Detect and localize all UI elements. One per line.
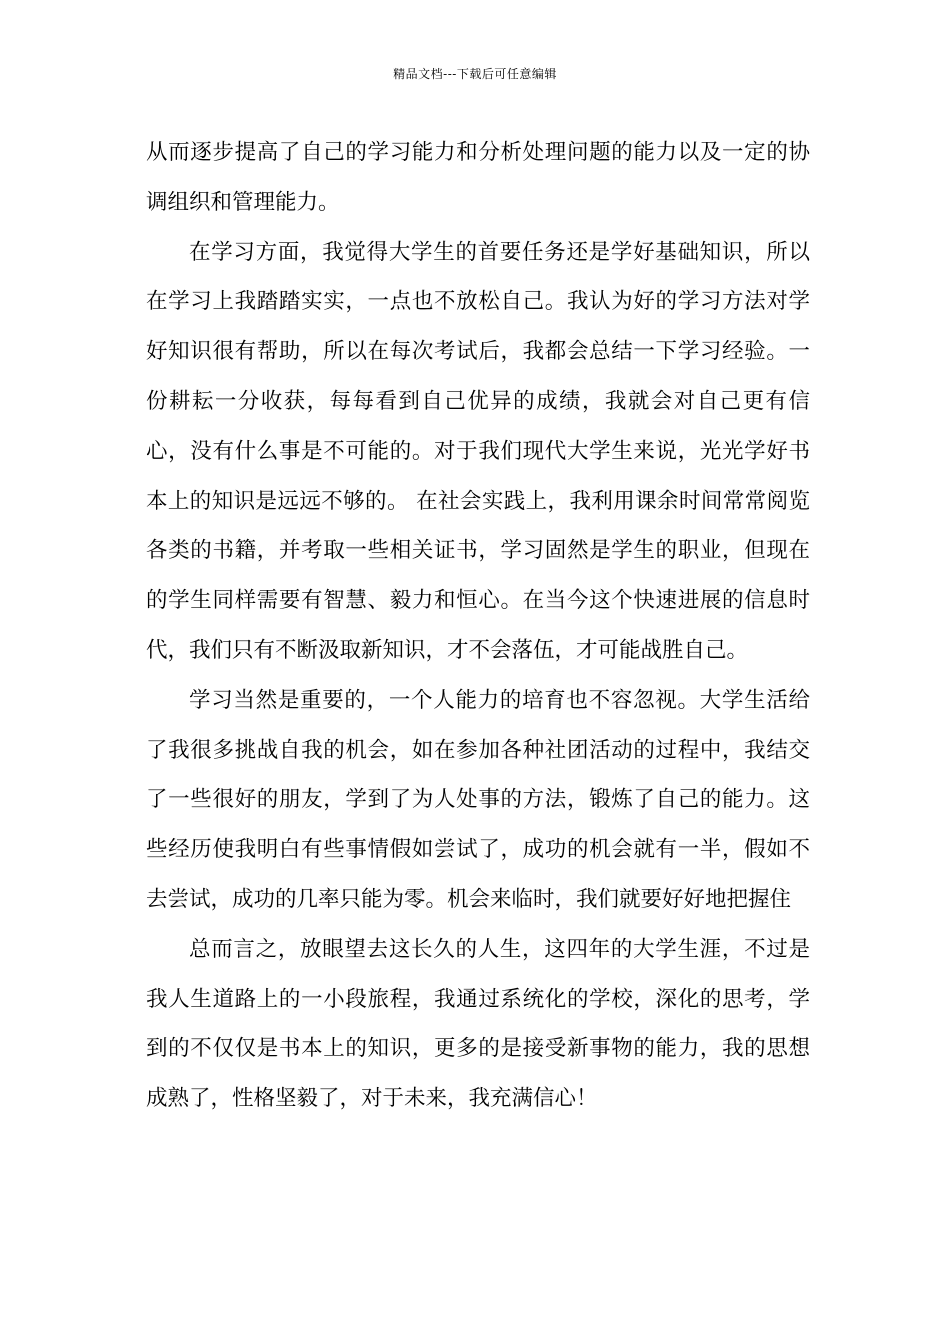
- paragraph-continuation: 从而逐步提高了自己的学习能力和分析处理问题的能力以及一定的协调组织和管理能力。: [146, 140, 810, 215]
- page-header: 精品文档---下载后可任意编辑: [393, 67, 557, 81]
- paragraph-study: 在学习方面，我觉得大学生的首要任务还是学好基础知识，所以在学习上我踏踏实实，一点也不放松自己。我认为好的学习方法对学好知识很有帮助，所以在每次考试后，我都会总结一下学习经验。一份耕耘一分收获，每每看到自己优异的成绩，我就会对自己更有信心，没有什么事是不可能的。对于我们现代大学生来说，光光学好书本上的知识是远远不够的。 在社会实践上，我利用课余时间常常阅览各类的书籍，并考取一些相关证书，学习固然是学生的职业，但现在的学生同样需要有智慧、毅力和恒心。在当今这个快速进展的信息时代，我们只有不断汲取新知识，才不会落伍，才可能战胜自己。: [146, 239, 810, 663]
- paragraph-conclusion: 总而言之，放眼望去这长久的人生，这四年的大学生涯，不过是我人生道路上的一小段旅程，我通过系统化的学校，深化的思考，学到的不仅仅是书本上的知识，更多的是接受新事物的能力，我的思想成熟了，性格坚毅了，对于未来，我充满信心！: [146, 936, 810, 1112]
- paragraph-ability: 学习当然是重要的，一个人能力的培育也不容忽视。大学生活给了我很多挑战自我的机会，如在参加各种社团活动的过程中，我结交了一些很好的朋友，学到了为人处事的方法，锻炼了自己的能力。这些经历使我明白有些事情假如尝试了，成功的机会就有一半，假如不去尝试，成功的几率只能为零。机会来临时，我们就要好好地把握住: [146, 687, 810, 912]
- document-body: [146, 128, 810, 1124]
